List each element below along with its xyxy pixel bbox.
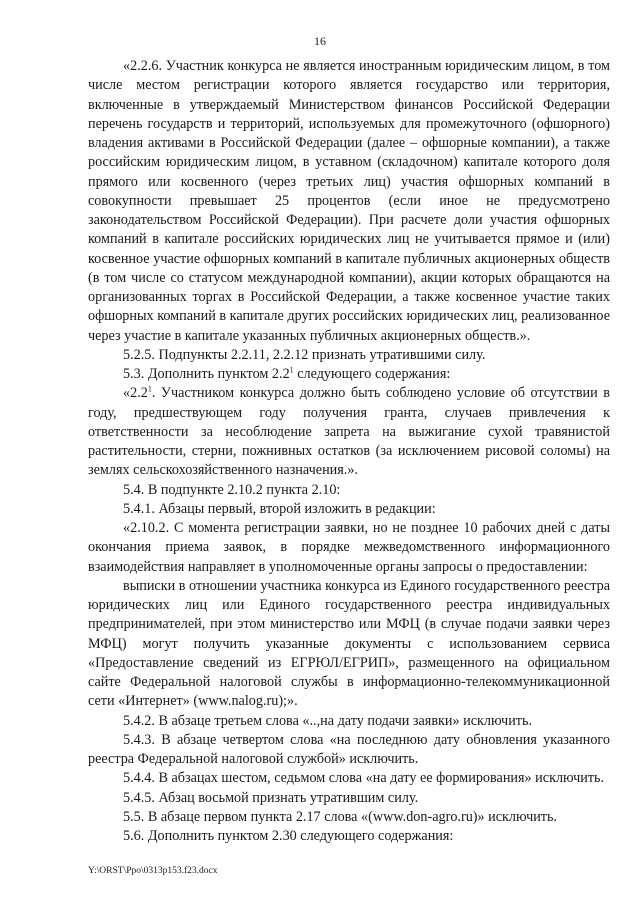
paragraph-5-3-sup: 1 [289,365,294,375]
paragraph-extract: выписки в отношении участника конкурса из Единого государственного реестра юридических лиц или Единого государственного реестра индивидуальных предпринимателей, при этом министерство или МФЦ (в случае подачи заявки через МФЦ) могут получить указанные документы с использованием сервиса «Предоставление сведений из ЕГРЮЛ/ЕГРИП», размещенного на официальном сайте Федеральной налоговой службы в информационно-телекоммуникационной сети «Интернет» (www.nalog.ru);». [88,577,610,710]
paragraph-5-2-5: 5.2.5. Подпункты 2.2.11, 2.2.12 признать утратившими силу. [123,346,486,363]
paragraph-2-10-2: «2.10.2. С момента регистрации заявки, но не позднее 10 рабочих дней с даты окончания приема заявок, в порядке межведомственного информационного взаимодействия направляет в уполномоченные органы запросы о предоставлении: [88,520,610,575]
page-number: 16 [314,34,326,48]
paragraph-5-4-2: 5.4.2. В абзаце третьем слова «..,на дату подачи заявки» исключить. [123,712,533,729]
paragraph-2-2-1-after: . Участником конкурса должно быть соблюдено условие об отсутствии в году, предшествующем году получения гранта, случаев привлечения к ответственности за несоблюдение запрета на выжигание сухой травянистой растительности, стерни, пожнивных остатков (за исключением рисовой соломы) на землях сельскохозяйственного назначения.». [88,385,610,479]
paragraph-2-2-1-sup: 1 [147,384,152,394]
paragraph-5-4-3: 5.4.3. В абзаце четвертом слова «на последнюю дату обновления указанного реестра Федеральной налоговой службой» исключить. [88,731,610,767]
paragraph-5-4-5: 5.4.5. Абзац восьмой признать утратившим силу. [123,789,419,806]
paragraph-2-2-1-before: «2.2 [123,385,148,402]
footer-file-path: Y:\ORST\Ppo\0313p153.f23.docx [88,866,218,876]
paragraph-5-3-before: 5.3. Дополнить пунктом 2.2 [123,366,290,382]
paragraph-5-4-1: 5.4.1. Абзацы первый, второй изложить в редакции: [123,500,436,517]
paragraph-5-6: 5.6. Дополнить пунктом 2.30 следующего содержания: [123,828,454,844]
document-body [88,57,610,846]
paragraph-2-2-1 [88,384,610,480]
paragraph-5-3-after: следующего содержания: [293,366,451,382]
paragraph-5-3 [88,365,610,384]
paragraph-5-4-4: 5.4.4. В абзацах шестом, седьмом слова «на дату ее формирования» исключить. [123,770,605,787]
paragraph-2-2-6: «2.2.6. Участник конкурса не является иностранным юридическим лицом, в том числе местом регистрации которого является государство или территория, включенные в утверждаемый Министерством финансов Российской Федерации перечень государств и территорий, используемых для промежуточного (офшорного) владения активами в Российской Федерации (далее – офшорные компании), а также российским юридическим лицом, в уставном (складочном) капитале которого доля прямого или косвенного (через третьих лиц) участия офшорных компаний в совокупности превышает 25 процентов (если иное не предусмотрено законодательством Российской Федерации). При расчете доли участия офшорных компаний в капитале российских юридических лиц не учитывается прямое и (или) косвенное участие офшорных компаний в капитале публичных акционерных обществ (в том числе со статусом международной компании), акции которых обращаются на организованных торгах в Российской Федерации, а также косвенное участие таких офшорных компаний в капитале других российских юридических лиц, реализованное через участие в капитале указанных публичных акционерных обществ.». [88,58,610,344]
paragraph-5-4: 5.4. В подпункте 2.10.2 пункта 2.10: [123,481,341,498]
paragraph-5-5: 5.5. В абзаце первом пункта 2.17 слова «(www.don-agro.ru)» исключить. [123,808,558,825]
